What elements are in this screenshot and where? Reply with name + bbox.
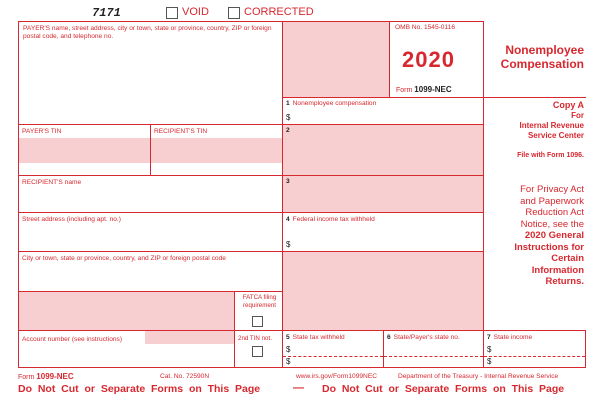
recipient-city-label: City or town, state or province, country, and ZIP or foreign postal code bbox=[22, 255, 226, 262]
form-title-line1: Nonemployee bbox=[505, 43, 584, 57]
recipient-name-label: RECIPIENT'S name bbox=[22, 179, 82, 186]
box5-num: 5 bbox=[286, 334, 290, 341]
copy-agency-2: Service Center bbox=[527, 131, 584, 140]
box5-state-tax[interactable] bbox=[282, 330, 384, 368]
corrected-checkbox[interactable] bbox=[228, 7, 240, 19]
box2[interactable] bbox=[282, 124, 484, 176]
fatca-box[interactable] bbox=[234, 291, 283, 331]
recipient-street-label: Street address (including apt. no.) bbox=[22, 216, 121, 223]
void-label: VOID bbox=[182, 6, 209, 18]
instructions-line-4: Information bbox=[531, 264, 584, 276]
box1-nonemployee-comp[interactable] bbox=[282, 97, 484, 125]
box4-label bbox=[286, 216, 375, 224]
privacy-notice bbox=[480, 184, 584, 288]
box7-dollar-2: $ bbox=[487, 357, 492, 366]
box6-text: State/Payer's state no. bbox=[393, 334, 460, 341]
box5-dollar-1: $ bbox=[286, 345, 291, 354]
payer-name-box[interactable] bbox=[18, 21, 283, 125]
footer-dash: — bbox=[293, 382, 304, 394]
instructions-line-1: 2020 General bbox=[524, 230, 584, 241]
box1-label bbox=[286, 100, 376, 108]
box7-state-income[interactable] bbox=[483, 330, 586, 368]
payer-shaded-box bbox=[282, 21, 390, 98]
account-number-label: Account number (see instructions) bbox=[22, 336, 123, 343]
box3-num bbox=[286, 178, 293, 186]
instructions-line-5: Returns. bbox=[545, 276, 584, 287]
box6-label bbox=[387, 334, 460, 342]
omb-label: OMB No. 1545-0116 bbox=[395, 24, 455, 31]
payer-tin-box[interactable] bbox=[18, 124, 151, 176]
recipient-tin-label: RECIPIENT'S TIN bbox=[154, 128, 208, 135]
payer-tin-label: PAYER'S TIN bbox=[22, 128, 62, 135]
box5-dollar-2: $ bbox=[286, 357, 291, 366]
payer-name-label: PAYER'S name, street address, city or town, state or province, country, ZIP or foreign postal code, and telephone no. bbox=[23, 25, 272, 40]
box5-text: State tax withheld bbox=[292, 334, 345, 341]
recipient-street-box[interactable] bbox=[18, 212, 283, 252]
box4-text: Federal income tax withheld bbox=[292, 216, 375, 223]
fatca-label: FATCA filing requirement bbox=[242, 294, 277, 309]
account-tint bbox=[145, 331, 234, 344]
box1-num: 1 bbox=[286, 100, 290, 107]
privacy-line-1: For Privacy Act bbox=[520, 184, 584, 195]
footer-warning-right: Do Not Cut or Separate Forms on This Page bbox=[322, 383, 565, 395]
copy-file-with: File with Form 1096. bbox=[517, 152, 584, 159]
box7-num: 7 bbox=[487, 334, 491, 341]
tax-year: 2020 bbox=[402, 47, 455, 72]
copy-for: For bbox=[571, 111, 584, 120]
omb-form-prefix: Form bbox=[396, 87, 413, 94]
middle-shaded-box bbox=[282, 251, 484, 331]
box4-dollar: $ bbox=[286, 240, 291, 249]
account-number-box[interactable] bbox=[18, 330, 235, 368]
second-tin-checkbox[interactable] bbox=[252, 346, 263, 357]
instructions-line-3: Certain bbox=[551, 253, 584, 264]
box1-text: Nonemployee compensation bbox=[292, 100, 377, 107]
recipient-tin-box[interactable] bbox=[150, 124, 283, 176]
omb-form-code: 1099-NEC bbox=[414, 85, 452, 94]
footer-cat-no: Cat. No. 72590N bbox=[160, 373, 210, 380]
privacy-line-2: and Paperwork bbox=[520, 195, 584, 207]
privacy-line-4: Notice, see the bbox=[520, 218, 584, 230]
copy-agency-1: Internal Revenue bbox=[519, 121, 584, 130]
form-code: 7171 bbox=[92, 6, 121, 20]
footer-warning-left: Do Not Cut or Separate Forms on This Page bbox=[18, 383, 261, 395]
box2-num bbox=[286, 127, 293, 135]
form-title-line2: Compensation bbox=[500, 57, 584, 71]
recipient-name-box[interactable] bbox=[18, 175, 283, 213]
box2-number: 2 bbox=[286, 127, 290, 134]
copy-a-rule bbox=[483, 97, 586, 98]
box3[interactable] bbox=[282, 175, 484, 213]
second-tin-label: 2nd TIN not. bbox=[238, 335, 272, 342]
copy-a-title: Copy A bbox=[552, 100, 584, 110]
box4-num: 4 bbox=[286, 216, 290, 223]
privacy-line-3: Reduction Act bbox=[525, 207, 584, 218]
recipient-city-box[interactable] bbox=[18, 251, 283, 292]
box7-label bbox=[487, 334, 532, 342]
footer-department: Department of the Treasury - Internal Revenue Service bbox=[398, 373, 559, 380]
second-tin-box[interactable] bbox=[234, 330, 283, 368]
footer-website: www.irs.gov/Form1099NEC bbox=[296, 373, 377, 380]
footer-form-name bbox=[18, 372, 74, 381]
omb-box bbox=[389, 21, 484, 98]
recipient-extra-field[interactable] bbox=[18, 291, 235, 331]
recipient-tin-field[interactable] bbox=[151, 138, 282, 163]
box1-dollar: $ bbox=[286, 113, 291, 122]
void-checkbox[interactable] bbox=[166, 7, 178, 19]
form-title bbox=[486, 43, 584, 71]
payer-tin-field[interactable] bbox=[19, 138, 150, 163]
footer-form-label: Form bbox=[18, 374, 35, 381]
fatca-checkbox[interactable] bbox=[252, 316, 263, 327]
box7-text: State income bbox=[493, 334, 533, 341]
box4-federal-tax[interactable] bbox=[282, 212, 484, 252]
box5-label bbox=[286, 334, 345, 342]
copy-a-block bbox=[486, 100, 584, 161]
box6-state-no[interactable] bbox=[383, 330, 484, 368]
box7-dollar-1: $ bbox=[487, 345, 492, 354]
corrected-label: CORRECTED bbox=[244, 6, 314, 18]
box6-num: 6 bbox=[387, 334, 391, 341]
box7-divider bbox=[484, 356, 585, 357]
box5-divider bbox=[283, 356, 383, 357]
omb-form-name bbox=[396, 85, 452, 94]
footer-form-code: 1099-NEC bbox=[36, 372, 74, 381]
instructions-line-2: Instructions for bbox=[514, 241, 584, 253]
box6-divider bbox=[384, 356, 483, 357]
box3-number: 3 bbox=[286, 178, 290, 185]
